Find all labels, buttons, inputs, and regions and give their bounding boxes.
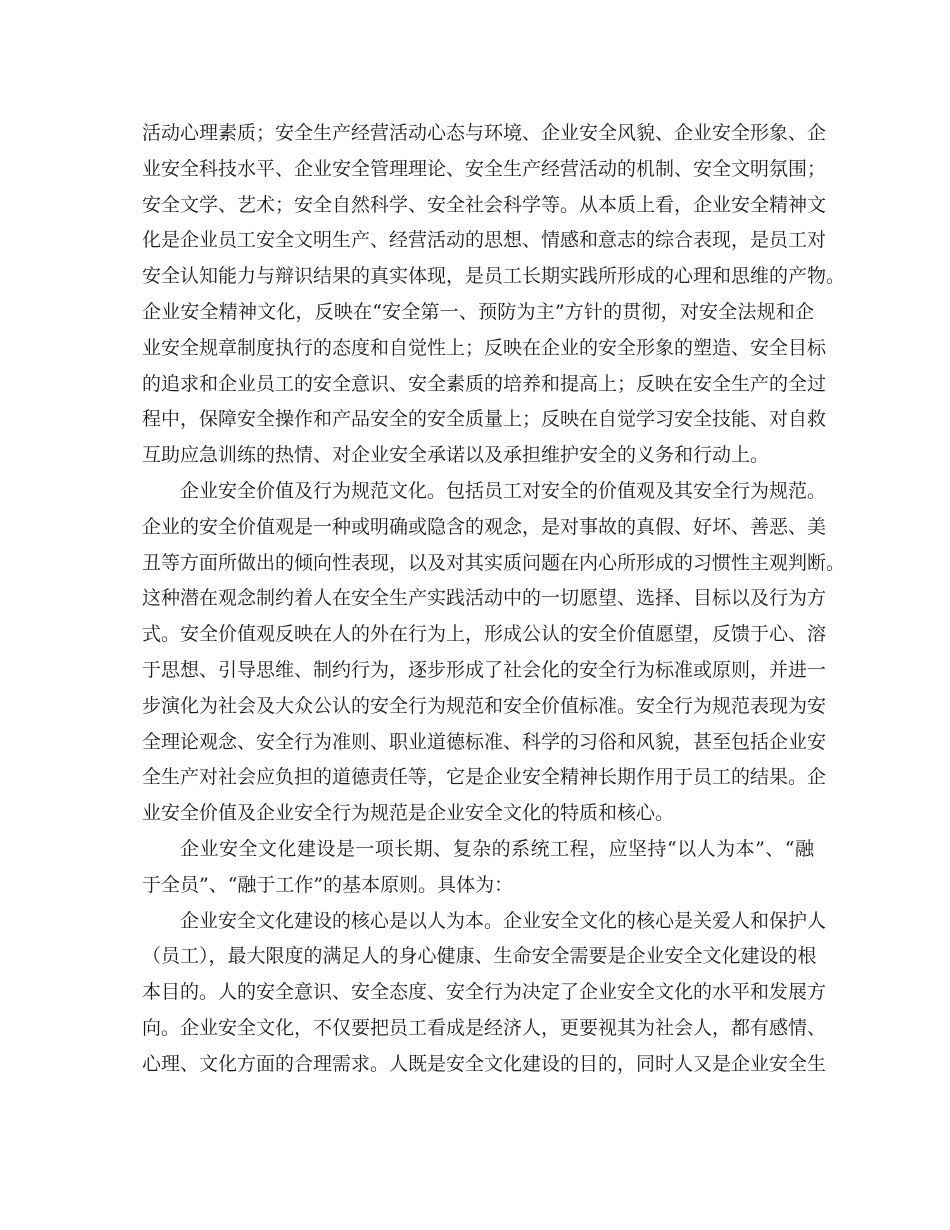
text-line: 的追求和企业员工的安全意识、安全素质的培养和提高上；反映在安全生产的全过 [142,372,827,395]
paragraph-first-line: 企业安全文化建设的核心是以人为本。企业安全文化的核心是关爱人和保护人 [180,909,827,932]
text-line: 全生产对社会应负担的道德责任等，它是企业安全精神长期作用于员工的结果。企 [142,766,827,789]
text-line: 步演化为社会及大众公认的安全行为规范和安全价值标准。安全行为规范表现为安 [142,694,827,717]
text-line: 互助应急训练的热情、对企业安全承诺以及承担维护安全的义务和行动上。 [142,444,770,467]
text-line: 企业的安全价值观是一种或明确或隐含的观念，是对事故的真假、好坏、善恶、美 [142,515,827,538]
text-line: 活动心理素质；安全生产经营活动心态与环境、企业安全风貌、企业安全形象、企 [142,122,827,144]
text-line: 业安全科技水平、企业安全管理理论、安全生产经营活动的机制、安全文明氛围； [142,157,827,180]
text-line: 于全员”、“融于工作”的基本原则。具体为： [142,873,514,896]
text-line: 丑等方面所做出的倾向性表现，以及对其实质问题在内心所形成的习惯性主观判断。 [142,551,846,574]
text-line: 于思想、引导思维、制约行为，逐步形成了社会化的安全行为标准或原则，并进一 [142,658,827,681]
text-line: 安全认知能力与辩识结果的真实体现，是员工长期实践所形成的心理和思维的产物。 [142,265,846,288]
text-line: 全理论观念、安全行为准则、职业道德标准、科学的习俗和风貌，甚至包括企业安 [142,730,827,753]
text-line: 化是企业员工安全文明生产、经营活动的思想、情感和意志的综合表现，是员工对 [142,229,827,252]
paragraph-first-line: 企业安全文化建设是一项长期、复杂的系统工程，应坚持“以人为本”、“融 [180,837,814,860]
text-line: 本目的。人的安全意识、安全态度、安全行为决定了企业安全文化的水平和发展方 [142,981,827,1004]
text-line: 业安全价值及企业安全行为规范是企业安全文化的特质和核心。 [142,802,675,825]
text-line: （员工），最大限度的满足人的身心健康、生命安全需要是企业安全文化建设的根 [142,945,817,968]
body-text [142,116,846,1083]
text-line: 程中，保障安全操作和产品安全的安全质量上；反映在自觉学习安全技能、对自救 [142,408,827,431]
text-line: 企业安全精神文化，反映在“安全第一、预防为主”方针的贯彻，对安全法规和企 [142,300,814,323]
text-line: 安全文学、艺术；安全自然科学、安全社会科学等。从本质上看，企业安全精神文 [142,193,827,216]
text-line: 式。安全价值观反映在人的外在行为上，形成公认的安全价值愿望，反馈于心、溶 [142,623,827,646]
text-line: 向。企业安全文化，不仅要把员工看成是经济人，更要视其为社会人，都有感情、 [142,1016,827,1039]
paragraph-first-line: 企业安全价值及行为规范文化。包括员工对安全的价值观及其安全行为规范。 [180,479,827,502]
text-line: 心理、文化方面的合理需求。人既是安全文化建设的目的，同时人又是企业安全生 [142,1052,827,1075]
text-line: 业安全规章制度执行的态度和自觉性上；反映在企业的安全形象的塑造、安全目标 [142,336,827,359]
text-line: 这种潜在观念制约着人在安全生产实践活动中的一切愿望、选择、目标以及行为方 [142,587,827,610]
